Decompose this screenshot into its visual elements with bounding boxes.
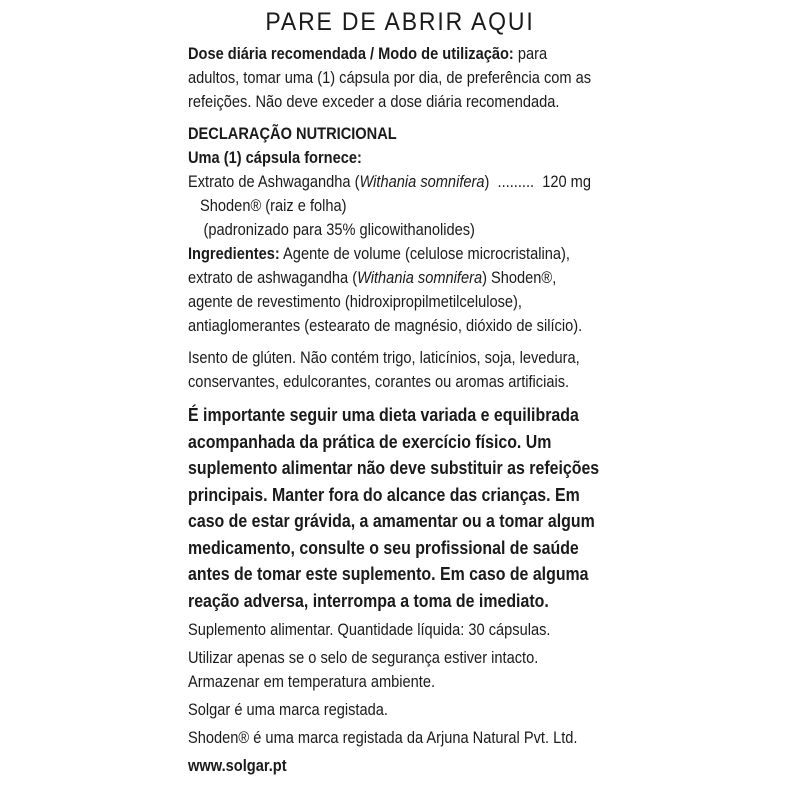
warning-line: caso de estar grávida, a amamentar ou a tomar algum [188,510,595,531]
warning-line: reação adversa, interrompa a toma de imediato. [188,589,549,611]
ingredients-line-3: agente de revestimento (hidroxipropilmetilcelulose), [188,292,523,311]
ingredients-line-2-latin: Withania somnifera [357,268,483,287]
ingredients-line-2-suffix: ) Shoden®, [482,268,557,287]
ingredients-line-1-rest: Agente de volume (celulose microcristalina), [279,244,570,263]
gluten-line-2: conservantes, edulcorantes, corantes ou aromas artificiais. [188,372,570,391]
nutrition-item-dots: ......... [489,172,543,191]
ingredients-line-2-prefix: extrato de ashwagandha ( [188,268,358,287]
nutrition-serving: Uma (1) cápsula fornece: [188,148,362,167]
dosage-heading: Dose diária recomendada / Modo de utilização: [188,44,514,63]
nutrition-item-line-2: Shoden® (raiz e folha) [200,196,347,215]
warning-block [188,402,670,614]
warning-line: medicamento, consulte o seu profissional de saúde [188,536,579,558]
label-text-column [188,42,670,778]
nutrition-item-prefix: Extrato de Ashwagandha ( [188,172,360,191]
nutrition-item-amount: 120 mg [542,172,591,191]
ingredients-line-4: antiaglomerantes (estearato de magnésio, dióxido de silício). [188,316,583,335]
ingredients-heading: Ingredientes: [188,244,280,263]
storage-notice: Armazenar em temperatura ambiente. [188,672,436,691]
website-link[interactable]: www.solgar.pt [188,756,287,775]
nutrition-heading: DECLARAÇÃO NUTRICIONAL [188,124,397,143]
warning-line: É importante seguir uma dieta variada e equilibrada [188,404,579,425]
gluten-line-1: Isento de glúten. Não contém trigo, laticínios, soja, levedura, [188,348,580,367]
warning-line: acompanhada da prática de exercício físico. Um [188,430,552,452]
nutrition-item-latin: Withania somnifera [359,172,485,191]
ingredients-line-1 [188,242,670,266]
dosage-line-3: refeições. Não deve exceder a dose diária recomendada. [188,92,560,111]
nutrition-item-suffix: ) [484,172,490,191]
nutrition-item [188,170,670,194]
trademark-shoden: Shoden® é uma marca registada da Arjuna Natural Pvt. Ltd. [188,728,578,747]
trademark-solgar: Solgar é uma marca registada. [188,700,388,719]
dosage-line-1-rest: para [513,44,548,63]
seal-notice: Utilizar apenas se o selo de segurança estiver intacto. [188,648,539,667]
supplement-quantity: Suplemento alimentar. Quantidade líquida: 30 cápsulas. [188,620,551,639]
dosage-line-1 [188,42,670,66]
nutrition-item-line-3: (padronizado para 35% glicowithanolides) [203,220,475,239]
warning-line: antes de tomar este suplemento. Em caso de alguma [188,563,589,584]
page-title: PARE DE ABRIR AQUI [265,8,535,36]
warning-line: suplemento alimentar não deve substituir as refeições [188,457,600,478]
dosage-line-2: adultos, tomar uma (1) cápsula por dia, de preferência com as [188,68,592,87]
ingredients-line-2 [188,266,670,290]
warning-line: principais. Manter fora do alcance das crianças. Em [188,483,580,505]
